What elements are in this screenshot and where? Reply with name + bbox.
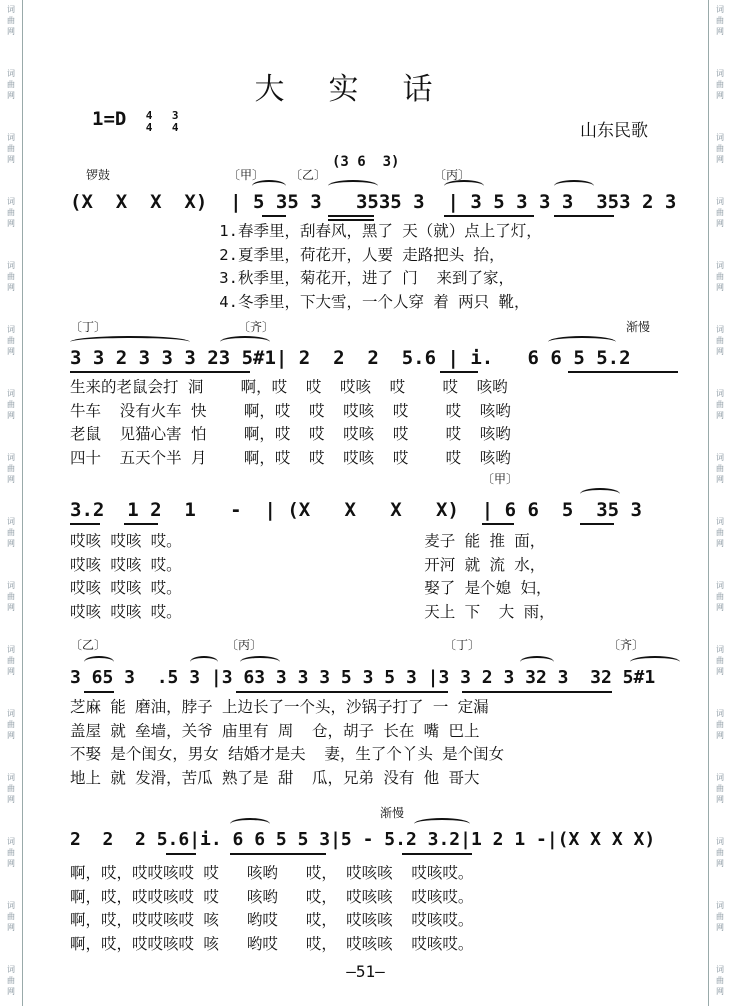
beam	[328, 215, 374, 217]
watermark-text: 词 曲 网	[7, 581, 15, 612]
lyric-line: 啊，哎，哎哎咳哎 哎 咳哟 哎， 哎咳咳 哎咳哎。	[70, 864, 474, 882]
key-signature	[92, 108, 178, 134]
notation-line: 3 65 3 .5 3 |3 63 3 3 3 5 3 5 3 |3 3 2 3 32 3 32 5#1	[70, 667, 656, 688]
notation-line: (X X X X) | 5 35 3 3535 3 | 3 5 3 3 3 353 2 3	[70, 191, 677, 213]
watermark-text: 词 曲 网	[7, 773, 15, 804]
watermark-text: 词 曲 网	[7, 261, 15, 292]
left-watermark-strip	[0, 0, 23, 1006]
watermark-text: 词 曲 网	[716, 901, 724, 932]
slur	[580, 488, 620, 500]
slur	[240, 656, 280, 668]
lyric-line: 3.秋季里，菊花开，进了 门 来到了家，	[70, 269, 514, 287]
watermark-text: 词 曲 网	[7, 517, 15, 548]
lyric-line: 4.冬季里，下大雪，一个人穿 着 两只 靴，	[70, 292, 530, 311]
beam	[262, 215, 286, 217]
slur	[328, 180, 378, 192]
watermark-text: 词 曲 网	[716, 773, 724, 804]
section-mark: 〔丙〕	[434, 168, 471, 182]
watermark-text: 词 曲 网	[7, 69, 15, 100]
slur	[414, 818, 470, 830]
lyric-line: 啊，哎，哎哎咳哎 哎 咳哟 哎， 哎咳咳 哎咳哎。	[70, 887, 474, 906]
slur	[548, 336, 616, 348]
watermark-text: 词 曲 网	[716, 645, 724, 676]
watermark-text: 词 曲 网	[7, 645, 15, 676]
song-title: 大实话	[254, 72, 477, 107]
lyric-line: 不娶 是个闺女，男女 结婚才是夫 妻，生了个丫头 是个闺女	[70, 745, 505, 763]
section-mark: 〔甲〕	[228, 168, 265, 182]
watermark-text: 词 曲 网	[716, 261, 724, 292]
lyric-line: 哎咳 哎咳 哎。 娶了 是个媳 妇，	[70, 579, 552, 597]
grace-notes: (3 6 3)	[332, 154, 400, 170]
lyric-line: 四十 五天个半 月 啊，哎 哎 哎咳 哎 哎 咳哟	[70, 448, 511, 467]
beam	[70, 523, 100, 525]
lyric-line: 哎咳 哎咳 哎。 开河 就 流 水，	[70, 555, 546, 574]
beam	[236, 691, 448, 693]
watermark-text: 词 曲 网	[7, 5, 15, 36]
lyric-line: 啊，哎，哎哎咳哎 咳 哟哎 哎， 哎咳咳 哎咳哎。	[70, 934, 474, 953]
lyric-line: 1.春季里，刮春风，黑了 天（就）点上了灯，	[70, 222, 542, 240]
slur	[70, 336, 190, 348]
watermark-text: 词 曲 网	[716, 581, 724, 612]
lyric-line: 哎咳 哎咳 哎。 天上 下 大 雨，	[70, 602, 555, 621]
watermark-text: 词 曲 网	[716, 389, 724, 420]
watermark-text: 词 曲 网	[716, 965, 724, 996]
beam	[462, 691, 612, 693]
slur	[190, 656, 218, 668]
beam	[402, 853, 472, 855]
slur	[230, 818, 270, 830]
song-source: 山东民歌	[580, 121, 648, 141]
beam	[230, 853, 326, 855]
beam	[580, 523, 614, 525]
beam	[554, 215, 614, 217]
watermark-text: 词 曲 网	[7, 837, 15, 868]
page-number: —51—	[346, 962, 385, 981]
section-mark: 〔齐〕	[608, 638, 645, 652]
watermark-text: 词 曲 网	[7, 709, 15, 740]
beam	[444, 215, 534, 217]
watermark-text: 词 曲 网	[716, 709, 724, 740]
slur	[84, 656, 114, 668]
time-signature-2: 3 4	[171, 109, 179, 134]
section-mark: 〔丁〕	[70, 320, 107, 334]
slur	[444, 180, 484, 192]
section-mark: 〔丙〕	[226, 638, 263, 652]
watermark-text: 词 曲 网	[7, 197, 15, 228]
beam	[440, 371, 478, 373]
tempo-mark: 渐慢	[380, 806, 405, 820]
watermark-text: 词 曲 网	[716, 5, 724, 36]
lyric-line: 地上 就 发滑，苦瓜 熟了是 甜 瓜，兄弟 没有 他 哥大	[70, 768, 480, 787]
beam	[84, 691, 114, 693]
section-mark: 〔甲〕	[482, 472, 519, 486]
notation-line: 2 2 2 5.6|i. 6 6 5 5 3|5 - 5.2 3.2|1 2 1 -|(X X X X)	[70, 829, 656, 850]
watermark-text: 词 曲 网	[7, 325, 15, 356]
tempo-mark: 渐慢	[626, 320, 651, 334]
slur	[630, 656, 680, 668]
watermark-text: 词 曲 网	[716, 69, 724, 100]
watermark-text: 词 曲 网	[716, 133, 724, 164]
slur	[554, 180, 594, 192]
lyric-line: 啊，哎，哎哎咳哎 咳 哟哎 哎， 哎咳咳 哎咳哎。	[70, 911, 474, 929]
notation-line: 3 3 2 3 3 3 23 5#1| 2 2 2 5.6 | i. 6 6 5 5.2	[70, 347, 631, 369]
beam	[70, 371, 250, 373]
beam	[124, 523, 158, 525]
watermark-text: 词 曲 网	[716, 837, 724, 868]
watermark-text: 词 曲 网	[7, 965, 15, 996]
key-text: 1=D	[92, 108, 127, 130]
time-signature-1: 4 4	[145, 109, 153, 134]
section-mark: 〔乙〕	[290, 168, 327, 182]
watermark-text: 词 曲 网	[7, 453, 15, 484]
slur	[220, 336, 270, 348]
section-mark: 〔乙〕	[70, 638, 107, 652]
slur	[520, 656, 554, 668]
lyric-line: 牛车 没有火车 快 啊，哎 哎 哎咳 哎 哎 咳哟	[70, 401, 511, 420]
notation-line: 3.2 1 2 1 - | (X X X X) | 6 6 5 35 3	[70, 499, 642, 521]
lyric-line: 生来的老鼠会打 洞 啊，哎 哎 哎咳 哎 哎 咳哟	[70, 378, 508, 396]
right-watermark-strip	[708, 0, 731, 1006]
lyric-line: 老鼠 见猫心害 怕 啊，哎 哎 哎咳 哎 哎 咳哟	[70, 425, 511, 443]
beam	[482, 523, 514, 525]
beam	[568, 371, 678, 373]
watermark-text: 词 曲 网	[716, 517, 724, 548]
beam	[166, 853, 196, 855]
section-mark: 〔丁〕	[444, 638, 481, 652]
watermark-text: 词 曲 网	[7, 133, 15, 164]
lyric-line: 芝麻 能 磨油，脖子 上边长了一个头，沙锅子打了 一 定漏	[70, 698, 489, 716]
lyric-line: 哎咳 哎咳 哎。 麦子 能 推 面，	[70, 532, 546, 550]
slur	[252, 180, 286, 192]
section-mark: 〔齐〕	[238, 320, 275, 334]
lyric-line: 2.夏季里，荷花开，人要 走路把头 抬，	[70, 245, 505, 264]
watermark-text: 词 曲 网	[716, 197, 724, 228]
section-mark: 锣鼓	[86, 168, 111, 182]
lyric-line: 盖屋 就 垒墙，关爷 庙里有 周 仓，胡子 长在 嘴 巴上	[70, 721, 480, 740]
watermark-text: 词 曲 网	[716, 325, 724, 356]
watermark-text: 词 曲 网	[716, 453, 724, 484]
watermark-text: 词 曲 网	[7, 901, 15, 932]
watermark-text: 词 曲 网	[7, 389, 15, 420]
